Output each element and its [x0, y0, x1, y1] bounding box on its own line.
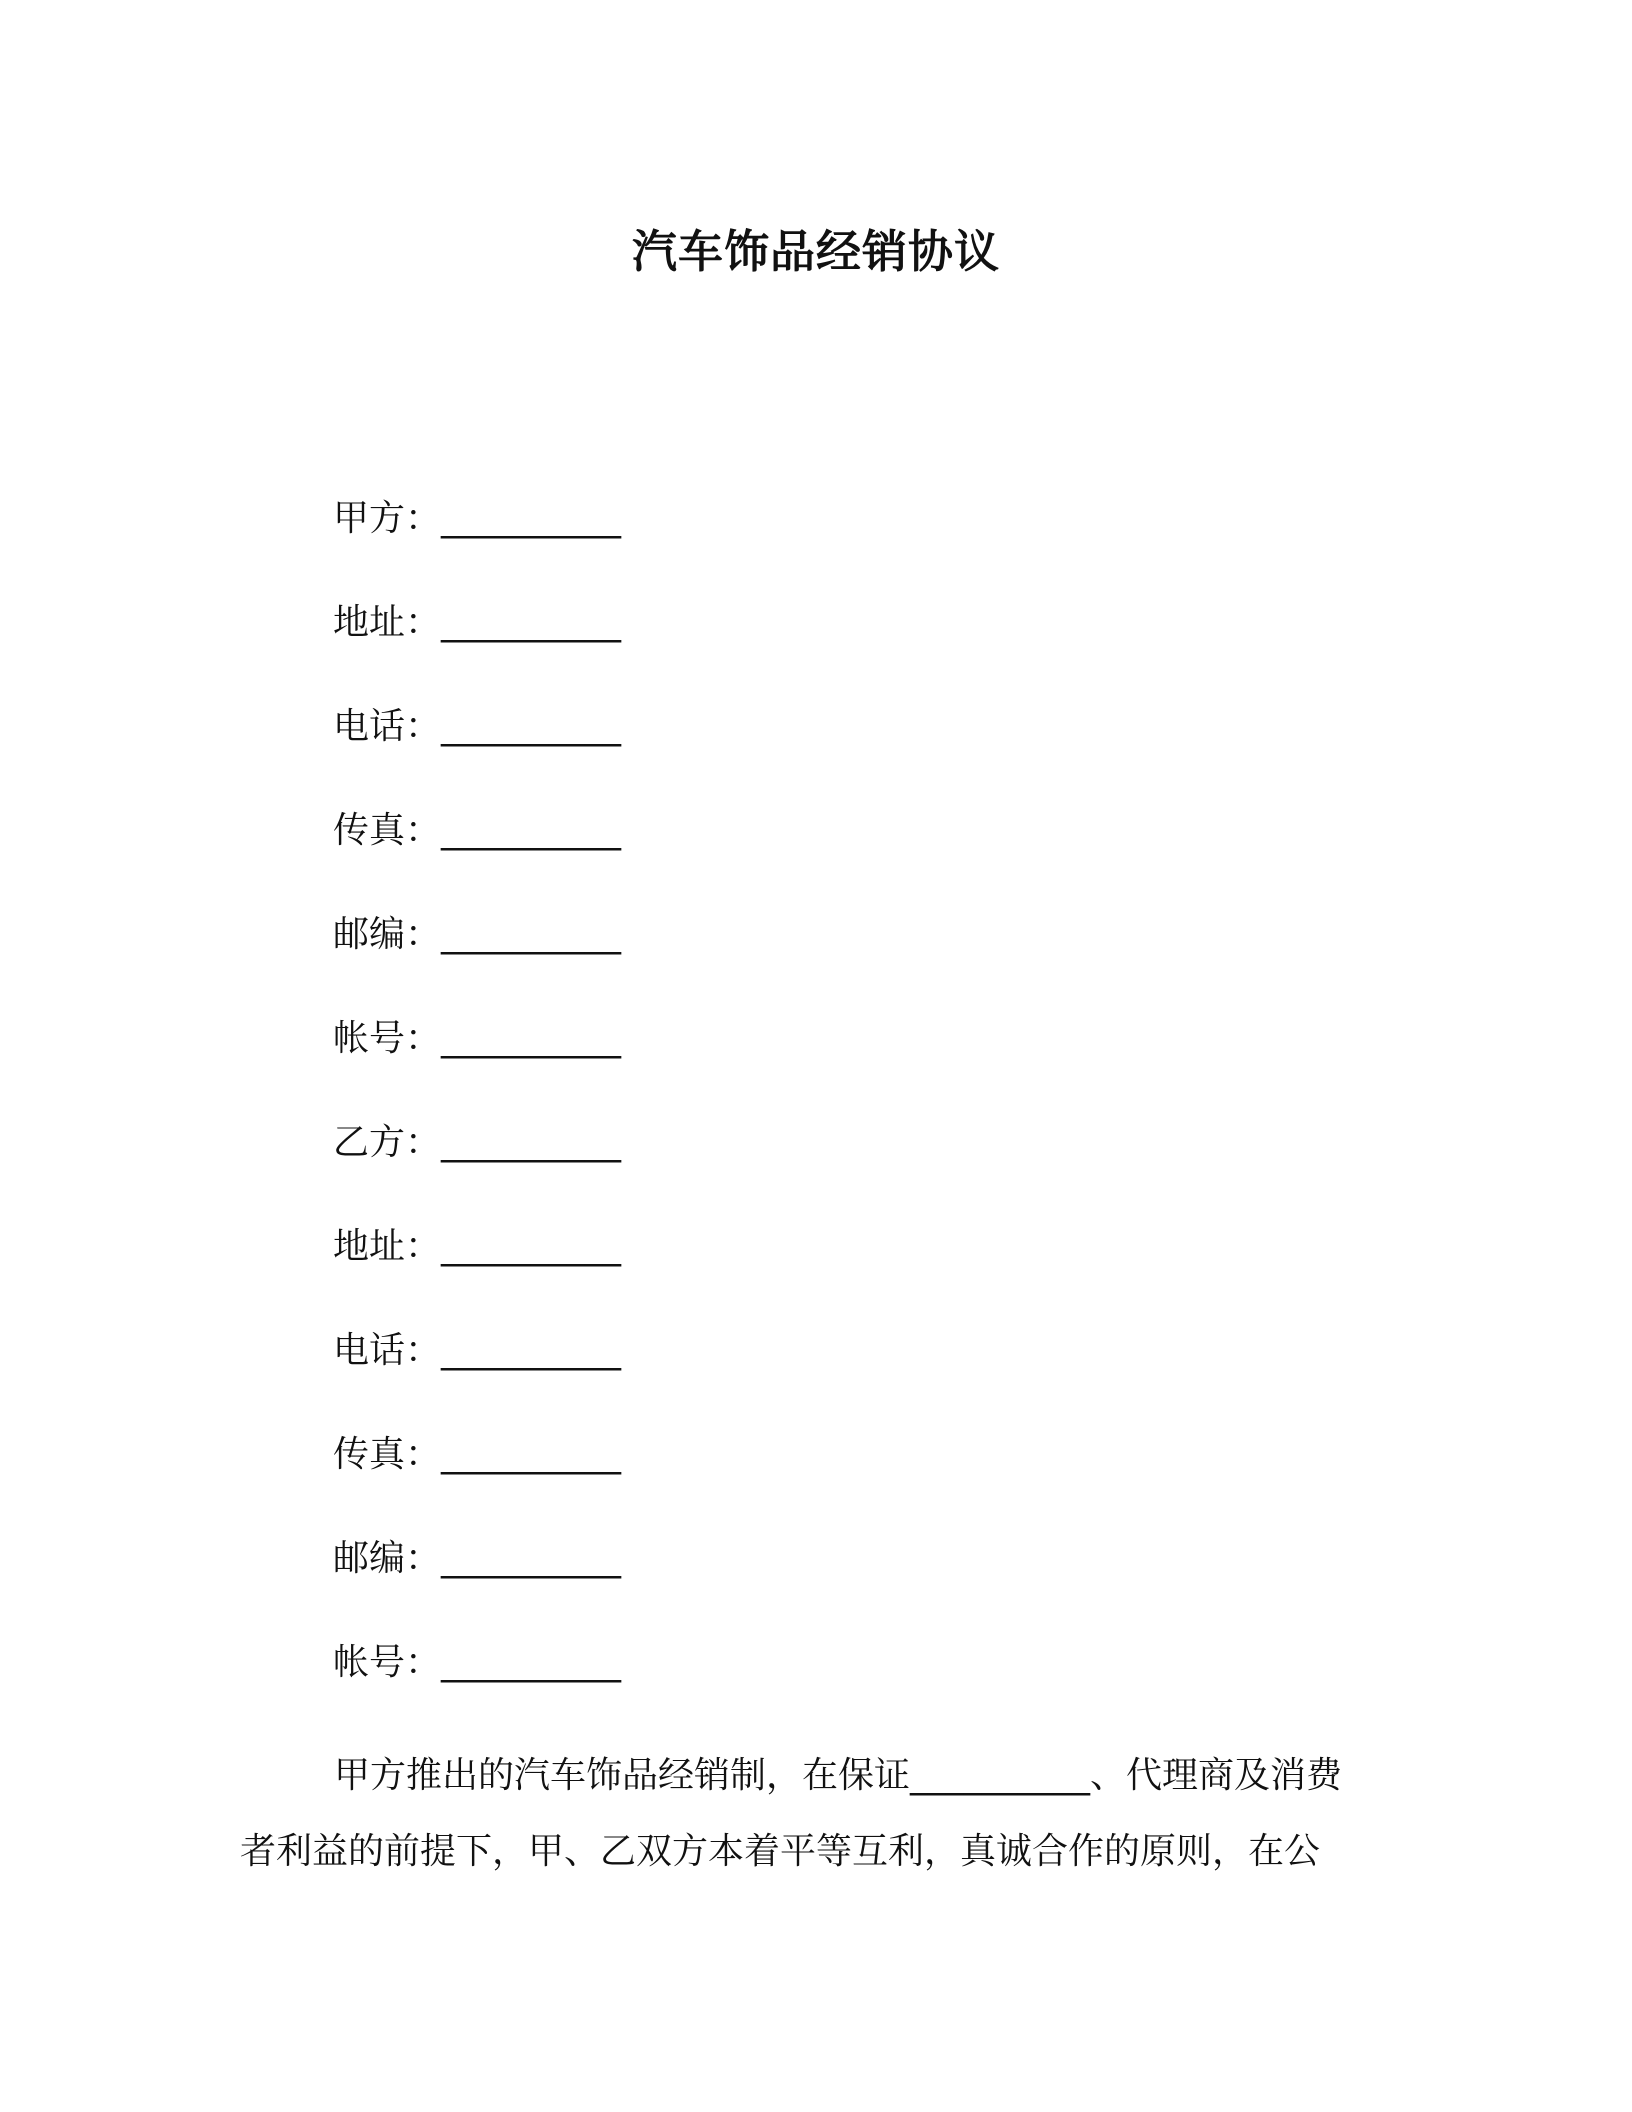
field-party-a [333, 494, 621, 598]
field-party-a-postcode [333, 910, 621, 1014]
field-label: 邮编： [333, 914, 442, 955]
field-label: 邮编： [333, 1538, 442, 1579]
field-party-a-address [333, 598, 621, 702]
field-blank: __________ [441, 1538, 622, 1579]
field-label: 帐号： [333, 1018, 442, 1059]
field-blank: __________ [441, 914, 622, 955]
field-party-b-postcode [333, 1534, 621, 1638]
field-label: 传真： [333, 810, 442, 851]
field-party-b [333, 1118, 621, 1222]
party-info-fields [333, 494, 621, 1742]
field-label: 电话： [333, 1330, 442, 1371]
field-label: 电话： [333, 706, 442, 747]
field-label: 地址： [333, 602, 442, 643]
field-blank: __________ [441, 810, 622, 851]
field-label: 乙方： [333, 1122, 442, 1163]
field-blank: __________ [441, 602, 622, 643]
agreement-paragraph [240, 1738, 1390, 1890]
field-blank: __________ [441, 1122, 622, 1163]
field-blank: __________ [441, 706, 622, 747]
field-party-a-fax [333, 806, 621, 910]
field-blank: __________ [441, 1330, 622, 1371]
field-label: 传真： [333, 1434, 442, 1475]
field-party-b-phone [333, 1326, 621, 1430]
field-blank: __________ [441, 1434, 622, 1475]
field-label: 甲方： [333, 498, 442, 539]
field-party-a-phone [333, 702, 621, 806]
field-party-b-fax [333, 1430, 621, 1534]
paragraph-line-2: 者利益的前提下，甲、乙双方本着平等互利，真诚合作的原则，在公 [240, 1831, 1321, 1872]
field-label: 地址： [333, 1226, 442, 1267]
field-party-a-account [333, 1014, 621, 1118]
paragraph-line-1: 甲方推出的汽车饰品经销制，在保证__________、代理商及消费 [334, 1755, 1343, 1796]
field-party-b-account [333, 1638, 621, 1742]
field-party-b-address [333, 1222, 621, 1326]
field-blank: __________ [441, 1018, 622, 1059]
field-blank: __________ [441, 1642, 622, 1683]
field-blank: __________ [441, 498, 622, 539]
document-title: 汽车饰品经销协议 [631, 225, 1000, 278]
field-label: 帐号： [333, 1642, 442, 1683]
field-blank: __________ [441, 1226, 622, 1267]
